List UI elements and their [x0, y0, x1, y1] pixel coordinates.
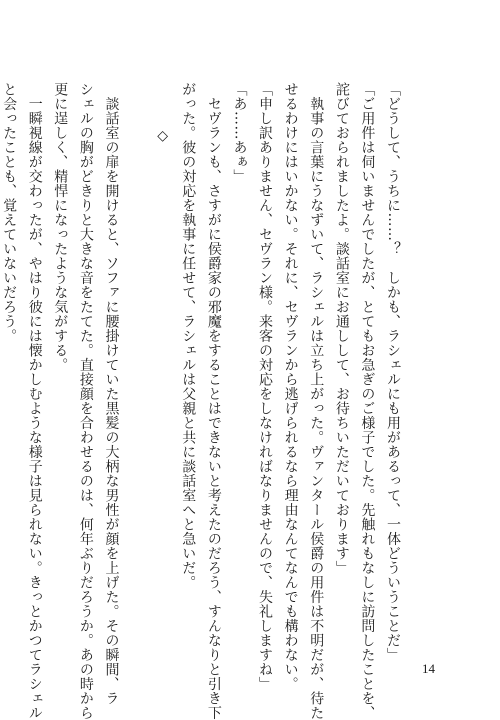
- text-line-13: シェルの胸がどきりと大きな音をたてた。直接顔を合わせるのは、何年ぶりだろうか。あの時から: [77, 82, 94, 720]
- text-line-3: 詫びておられましたよ。談話室にお通しして、お待ちいただいております」: [333, 82, 350, 575]
- text-line-9: がった。彼の対応を執事に任せて、ラシェルは父親と共に談話室へと急いだ。: [180, 82, 197, 590]
- text-line-1: 「どうして、うちに……？ しかも、ラシェルにも用があるって、一体どういうことだ」: [385, 82, 401, 662]
- text-line-16: と会ったことも、覚えていないだろう。: [1, 82, 18, 343]
- text-line-15: 一瞬視線が交わったが、やはり彼には懐かしむような様子は見られない。きっとかつてラシェル: [26, 82, 43, 720]
- text-line-14: 更に逞しく、精悍になったような気がする。: [52, 82, 69, 372]
- page-number: 14: [422, 661, 435, 676]
- text-line-6: 「申し訳ありません、セヴラン様。来客の対応をしなければなりませんので、失礼しますね」: [257, 82, 274, 691]
- text-line-8: セヴランも、さすがに侯爵家の邪魔をすることはできないと考えたのだろう、すんなりと引き下: [205, 82, 222, 720]
- text-line-5: せるわけにはいかない。それに、セヴランから逃げられるなら理由なんてなんでも構わない。: [282, 82, 299, 691]
- blank-line: [123, 82, 149, 622]
- vertical-text-block: [0, 82, 405, 720]
- text-line-4: 執事の言葉にうなずいて、ラシェルは立ち上がった。ヴァンタール侯爵の用件は不明だが、待た: [308, 82, 325, 720]
- text-line-7: 「あ……あぁ」: [231, 82, 248, 184]
- text-line-12: 談話室の扉を開けると、ソファに腰掛けていた黒髪の大柄な男性が顔を上げた。その瞬間、ラ: [103, 82, 120, 706]
- text-line-2: 「ご用件は伺いませんでしたが、とてもお急ぎのご様子でした。先触れもなしに訪問したことを、: [359, 82, 376, 720]
- scene-break-diamond: ◇: [154, 128, 171, 145]
